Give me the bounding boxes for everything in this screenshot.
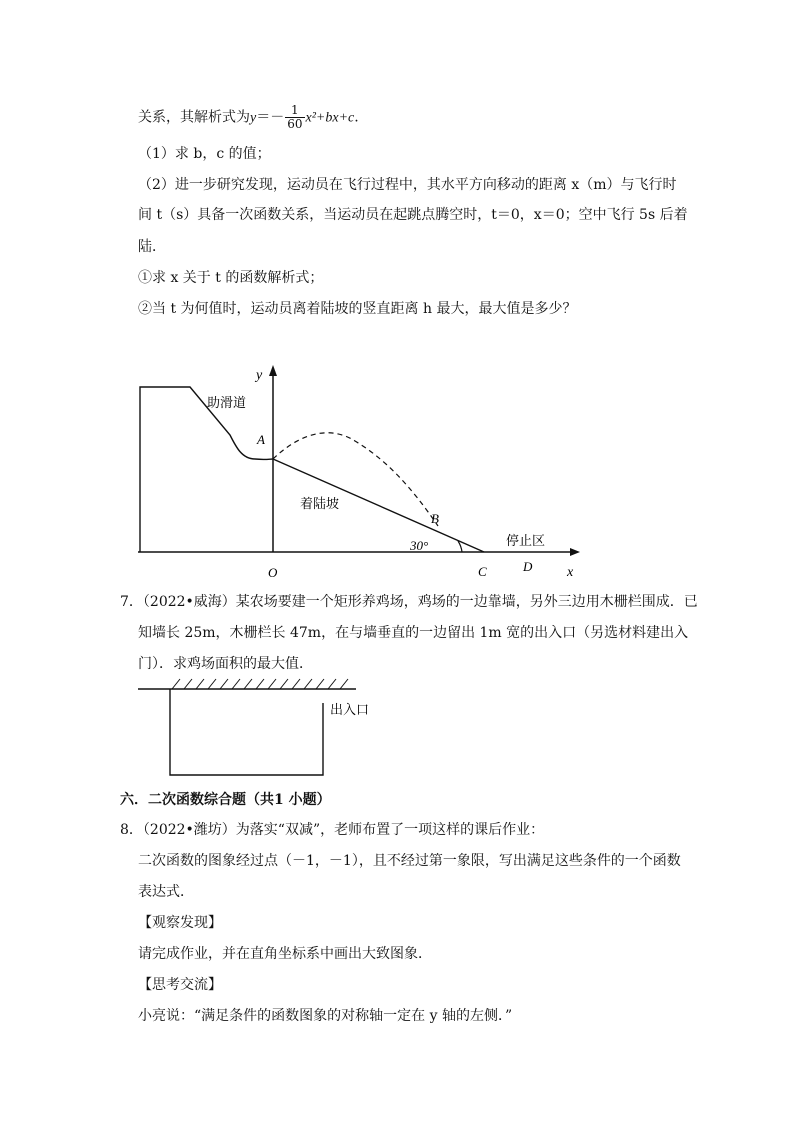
problem6-q1: （1）求 b，c 的值；: [138, 146, 271, 162]
problem8-line1: 8．（2022•潍坊）为落实“双减”，老师布置了一项这样的课后作业：: [120, 822, 545, 838]
y-axis-arrow: [269, 365, 277, 376]
label-x: x: [567, 565, 574, 580]
intro-end: .: [354, 109, 359, 126]
problem6-q2-sub1: ①求 x 关于 t 的函数解析式；: [138, 270, 324, 286]
fraction-denominator: 60: [287, 117, 303, 131]
label-b: B: [431, 511, 439, 526]
flight-trajectory: [273, 433, 438, 526]
label-entrance: 出入口: [330, 702, 370, 717]
label-y: y: [256, 368, 263, 383]
problem7-line2: 知墙长 25m，木栅栏长 47m，在与墙垂直的一边留出 1m 宽的出入口（另选材料建出入: [138, 625, 689, 641]
label-slide-track: 助滑道: [207, 395, 247, 410]
label-d: D: [523, 559, 533, 574]
formula-rest: x²+bx+c: [305, 110, 355, 126]
label-a: A: [257, 432, 265, 447]
intro-prefix: 关系，其解析式为: [138, 109, 250, 126]
problem7-line1: 7．（2022•威海）某农场要建一个矩形养鸡场，鸡场的一边靠墙，另外三边用木栅栏围成．已: [120, 594, 698, 610]
wall-hatching: [172, 679, 348, 689]
problem7-line3: 门）．求鸡场面积的最大值．: [138, 656, 313, 672]
problem6-q2-line1: （2）进一步研究发现，运动员在飞行过程中，其水平方向移动的距离 x（m）与飞行时: [138, 177, 677, 193]
formula-y: y: [250, 110, 257, 126]
x-axis-arrow: [570, 548, 580, 556]
problem8-tag-think: 【思考交流】: [138, 977, 222, 993]
label-angle: 30°: [410, 538, 429, 553]
problem6-q2-sub2: ②当 t 为何值时，运动员离着陆坡的竖直距离 h 最大，最大值是多少？: [138, 301, 577, 317]
problem6-q2-line2: 间 t（s）具备一次函数关系，当运动员在起跳点腾空时，t＝0，x＝0；空中飞行 5s 后着: [138, 207, 688, 223]
label-landing-slope: 着陆坡: [300, 496, 340, 511]
problem8-line3: 表达式．: [138, 884, 194, 900]
fraction-numerator: 1: [285, 104, 304, 118]
section6-heading: 六．二次函数综合题（共1 小题）: [120, 792, 331, 808]
formula-fraction: [285, 104, 304, 131]
problem8-line4: 请完成作业，并在直角坐标系中画出大致图象．: [138, 946, 432, 962]
formula-eq: ＝－: [256, 109, 285, 126]
problem6-q2-line3: 陆．: [138, 239, 166, 255]
chicken-farm-figure: [0, 675, 794, 785]
label-o: O: [268, 565, 278, 580]
problem8-line2: 二次函数的图象经过点（－1，－1），且不经过第一象限，写出满足这些条件的一个函数: [138, 853, 681, 869]
ramp-outline: [140, 387, 273, 552]
problem8-line5: 小亮说：“满足条件的函数图象的对称轴一定在 y 轴的左侧．”: [138, 1008, 513, 1024]
problem6-intro: [138, 104, 359, 131]
problem8-tag-observe: 【观察发现】: [138, 915, 222, 931]
fence-outline: [170, 689, 323, 775]
label-stop-zone: 停止区: [506, 533, 546, 548]
ski-jump-figure: [0, 355, 794, 595]
label-c: C: [478, 564, 487, 579]
